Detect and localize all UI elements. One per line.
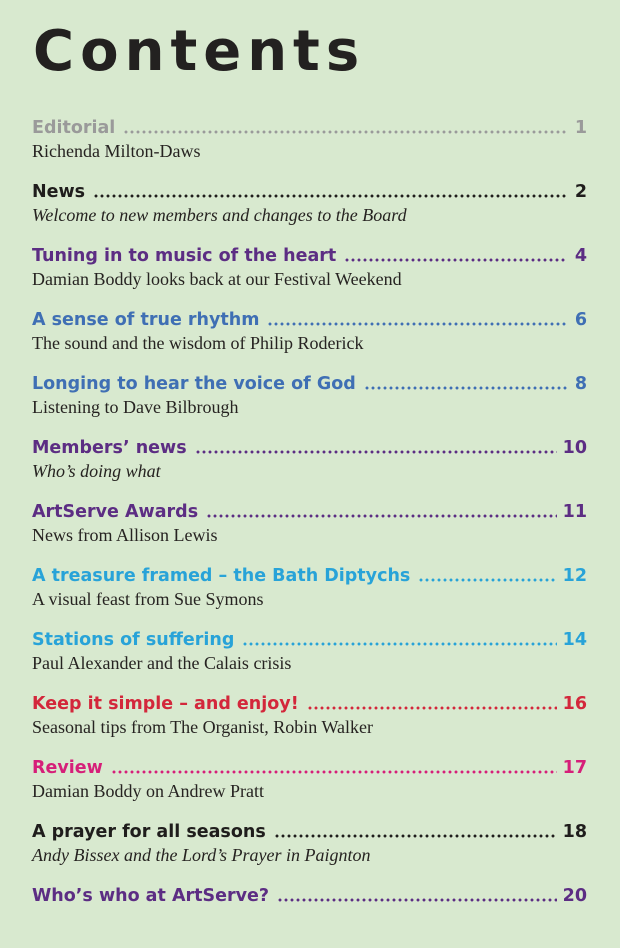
toc-entry-subtitle: Richenda Milton-Daws: [32, 141, 201, 161]
toc-entry-subtitle: The sound and the wisdom of Philip Roderick: [32, 333, 364, 353]
toc-entry-title: Tuning in to music of the heart: [32, 246, 337, 266]
dot-leader: [267, 321, 567, 327]
toc-entry-page: 17: [562, 758, 587, 778]
toc-entry-subtitle: Damian Boddy on Andrew Pratt: [32, 781, 264, 801]
toc-entry-page: 12: [562, 566, 587, 586]
dot-leader: [242, 641, 556, 647]
toc-entry-page: 8: [574, 374, 587, 394]
toc-entry-subtitle: Damian Boddy looks back at our Festival Weekend: [32, 269, 402, 289]
toc-entry-page: 14: [562, 630, 587, 650]
toc-entry[interactable]: [32, 884, 587, 948]
dot-leader: [274, 833, 557, 839]
toc-entry-heading: [32, 308, 587, 332]
toc-entry-subtitle: Andy Bissex and the Lord’s Prayer in Paignton: [32, 845, 371, 865]
toc-entry-heading: [32, 244, 587, 268]
toc-entry[interactable]: [32, 308, 587, 372]
toc-entry-subtitle: Welcome to new members and changes to the Board: [32, 205, 407, 225]
toc-entry[interactable]: [32, 564, 587, 628]
toc-entry-heading: [32, 180, 587, 204]
toc-entry-title: Stations of suffering: [32, 630, 235, 650]
toc-entry-heading: [32, 756, 587, 780]
toc-entry-heading: [32, 820, 587, 844]
table-of-contents: [32, 116, 587, 948]
toc-entry[interactable]: [32, 116, 587, 180]
toc-entry-title: Review: [32, 758, 103, 778]
toc-entry-heading: [32, 372, 587, 396]
toc-entry-heading: [32, 884, 587, 908]
toc-entry[interactable]: [32, 244, 587, 308]
toc-entry-page: 20: [562, 886, 587, 906]
toc-entry-heading: [32, 500, 587, 524]
dot-leader: [364, 385, 567, 391]
toc-entry-page: 10: [562, 438, 587, 458]
toc-entry-page: 11: [562, 502, 587, 522]
dot-leader: [123, 129, 567, 135]
toc-entry-title: Who’s who at ArtServe?: [32, 886, 270, 906]
toc-entry-page: 16: [562, 694, 587, 714]
toc-entry-heading: [32, 628, 587, 652]
toc-entry-title: Longing to hear the voice of God: [32, 374, 356, 394]
toc-entry-heading: [32, 436, 587, 460]
dot-leader: [277, 897, 557, 903]
toc-entry-title: A treasure framed – the Bath Diptychs: [32, 566, 411, 586]
dot-leader: [195, 449, 557, 455]
toc-entry-heading: [32, 116, 587, 140]
dot-leader: [206, 513, 557, 519]
toc-entry-page: 4: [574, 246, 587, 266]
toc-entry-title: Editorial: [32, 118, 116, 138]
toc-entry-heading: [32, 692, 587, 716]
dot-leader: [418, 577, 556, 583]
toc-entry[interactable]: [32, 820, 587, 884]
dot-leader: [344, 257, 567, 263]
toc-entry-title: ArtServe Awards: [32, 502, 199, 522]
toc-entry[interactable]: [32, 180, 587, 244]
toc-entry-title: News: [32, 182, 86, 202]
toc-entry-subtitle: News from Allison Lewis: [32, 525, 218, 545]
toc-entry-subtitle: Paul Alexander and the Calais crisis: [32, 653, 292, 673]
dot-leader: [111, 769, 557, 775]
toc-entry-heading: [32, 564, 587, 588]
toc-entry-page: 18: [562, 822, 587, 842]
dot-leader: [307, 705, 557, 711]
page-title: Contents: [33, 19, 366, 84]
toc-entry-subtitle: A visual feast from Sue Symons: [32, 589, 264, 609]
toc-entry-subtitle: Seasonal tips from The Organist, Robin Walker: [32, 717, 374, 737]
toc-entry-page: 1: [574, 118, 587, 138]
toc-entry[interactable]: [32, 628, 587, 692]
toc-entry-title: Members’ news: [32, 438, 187, 458]
dot-leader: [93, 193, 567, 199]
toc-entry[interactable]: [32, 436, 587, 500]
toc-entry-title: A prayer for all seasons: [32, 822, 266, 842]
toc-entry-subtitle: Listening to Dave Bilbrough: [32, 397, 239, 417]
toc-entry-title: A sense of true rhythm: [32, 310, 260, 330]
toc-entry[interactable]: [32, 692, 587, 756]
toc-entry[interactable]: [32, 372, 587, 436]
toc-entry-page: 2: [574, 182, 587, 202]
toc-entry-page: 6: [574, 310, 587, 330]
toc-entry-title: Keep it simple – and enjoy!: [32, 694, 299, 714]
toc-entry[interactable]: [32, 756, 587, 820]
toc-entry[interactable]: [32, 500, 587, 564]
toc-entry-subtitle: Who’s doing what: [32, 461, 161, 481]
